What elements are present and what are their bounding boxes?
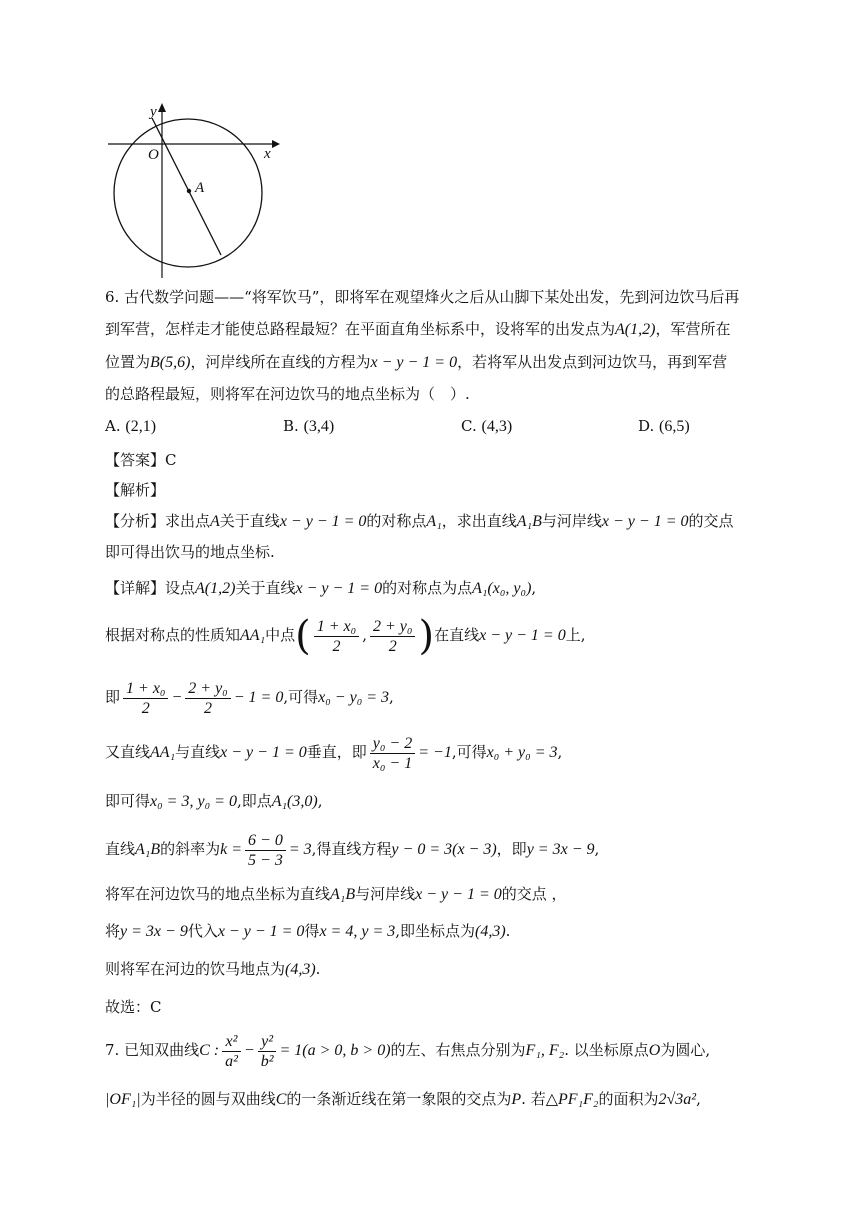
xiangjie-line: 【详解】设点A(1,2)关于直线x − y − 1 = 0的对称点为点A₁(x₀, y₀), [105, 579, 537, 597]
q6-line4: 的总路程最短，则将军在河边饮马的地点坐标为（ ）. [105, 385, 470, 403]
option-b: B. (3,4) [283, 417, 335, 435]
ji-line: 即 $\frac{\text{1 + x₀}}{2}$ − $\frac{\text{2 + y₀}}{2}$ − 1 = 0,可得x₀ − y₀ = 3, [105, 679, 394, 717]
slope-line: 直线A₁B的斜率为k = $\frac{6 - 0}{5 - 3}$ = 3,得直线方程y − 0 = 3(x − 3)，即y = 3x − 9, [105, 831, 600, 869]
label-a: A [195, 180, 205, 196]
option-a: A. (2,1) [105, 417, 157, 435]
coordinate-figure [100, 100, 300, 285]
x-axis-arrow-icon [272, 140, 280, 148]
y-axis-arrow-icon [158, 103, 166, 112]
answer: 【答案】C [105, 451, 177, 469]
label-y: y [150, 104, 157, 120]
q6-line2: 到军营，怎样走才能使总路程最短？在平面直角坐标系中，设将军的出发点为A(1,2)，军营所在 [105, 320, 731, 338]
label-o: O [148, 147, 159, 163]
jike-line: 即可得x₀ = 3, y₀ = 0,即点A₁(3,0), [105, 792, 323, 810]
point-a [187, 189, 191, 193]
guxuan-line: 故选：C [105, 998, 162, 1016]
analysis-head: 【解析】 [105, 481, 166, 499]
q6-line1: 6. 古代数学问题——“将军饮马”，即将军在观望烽火之后从山脚下某处出发，先到河边饮马后再 [105, 288, 740, 306]
q7-line2: |OF₁|为半径的圆与双曲线C的一条渐近线在第一象限的交点为P. 若△PF₁F₂的面积为2√3a², [105, 1090, 701, 1108]
fenxi-line2: 即可得出饮马的地点坐标. [105, 543, 275, 561]
circle [114, 119, 262, 267]
perpendicular-line: 又直线AA₁与直线x − y − 1 = 0垂直，即 $\frac{\text{y₀ − 2}}{\text{x₀ − 1}}$ = −1,可得x₀ + y₀ = 3, [105, 734, 563, 772]
conclusion-line: 则将军在河边的饮马地点为(4,3). [105, 960, 321, 978]
option-d: D. (6,5) [638, 417, 690, 435]
substitute-line: 将y = 3x − 9代入x − y − 1 = 0得x = 4, y = 3,即坐标点为(4,3). [105, 922, 511, 940]
q7-line1: 7. 已知双曲线C : $\frac{\text{x²}}{\text{a²}}$ − $\frac{\text{y²}}{\text{b²}}$ = 1(a > 0, b > 0)的左、右焦点分别为F₁, F₂. 以坐标原点O为圆心, [105, 1032, 711, 1070]
q6-line3: 位置为B(5,6)，河岸线所在直线的方程为x − y − 1 = 0，若将军从出发点到河边饮马，再到军营 [105, 353, 728, 371]
option-c: C. (4,3) [461, 417, 513, 435]
fenxi-line1: 【分析】求出点A关于直线x − y − 1 = 0的对称点A₁，求出直线A₁B与河岸线x − y − 1 = 0的交点 [105, 512, 734, 530]
midpoint-line: 根据对称点的性质知AA₁中点( $\frac{\text{1 + x₀}}{2}$ , $\frac{\text{2 + y₀}}{2}$ )在直线x − y − 1 = 0上, [105, 613, 586, 659]
label-x: x [264, 146, 271, 162]
intersection-line: 将军在河边饮马的地点坐标为直线A₁B与河岸线x − y − 1 = 0的交点 ， [105, 885, 567, 903]
